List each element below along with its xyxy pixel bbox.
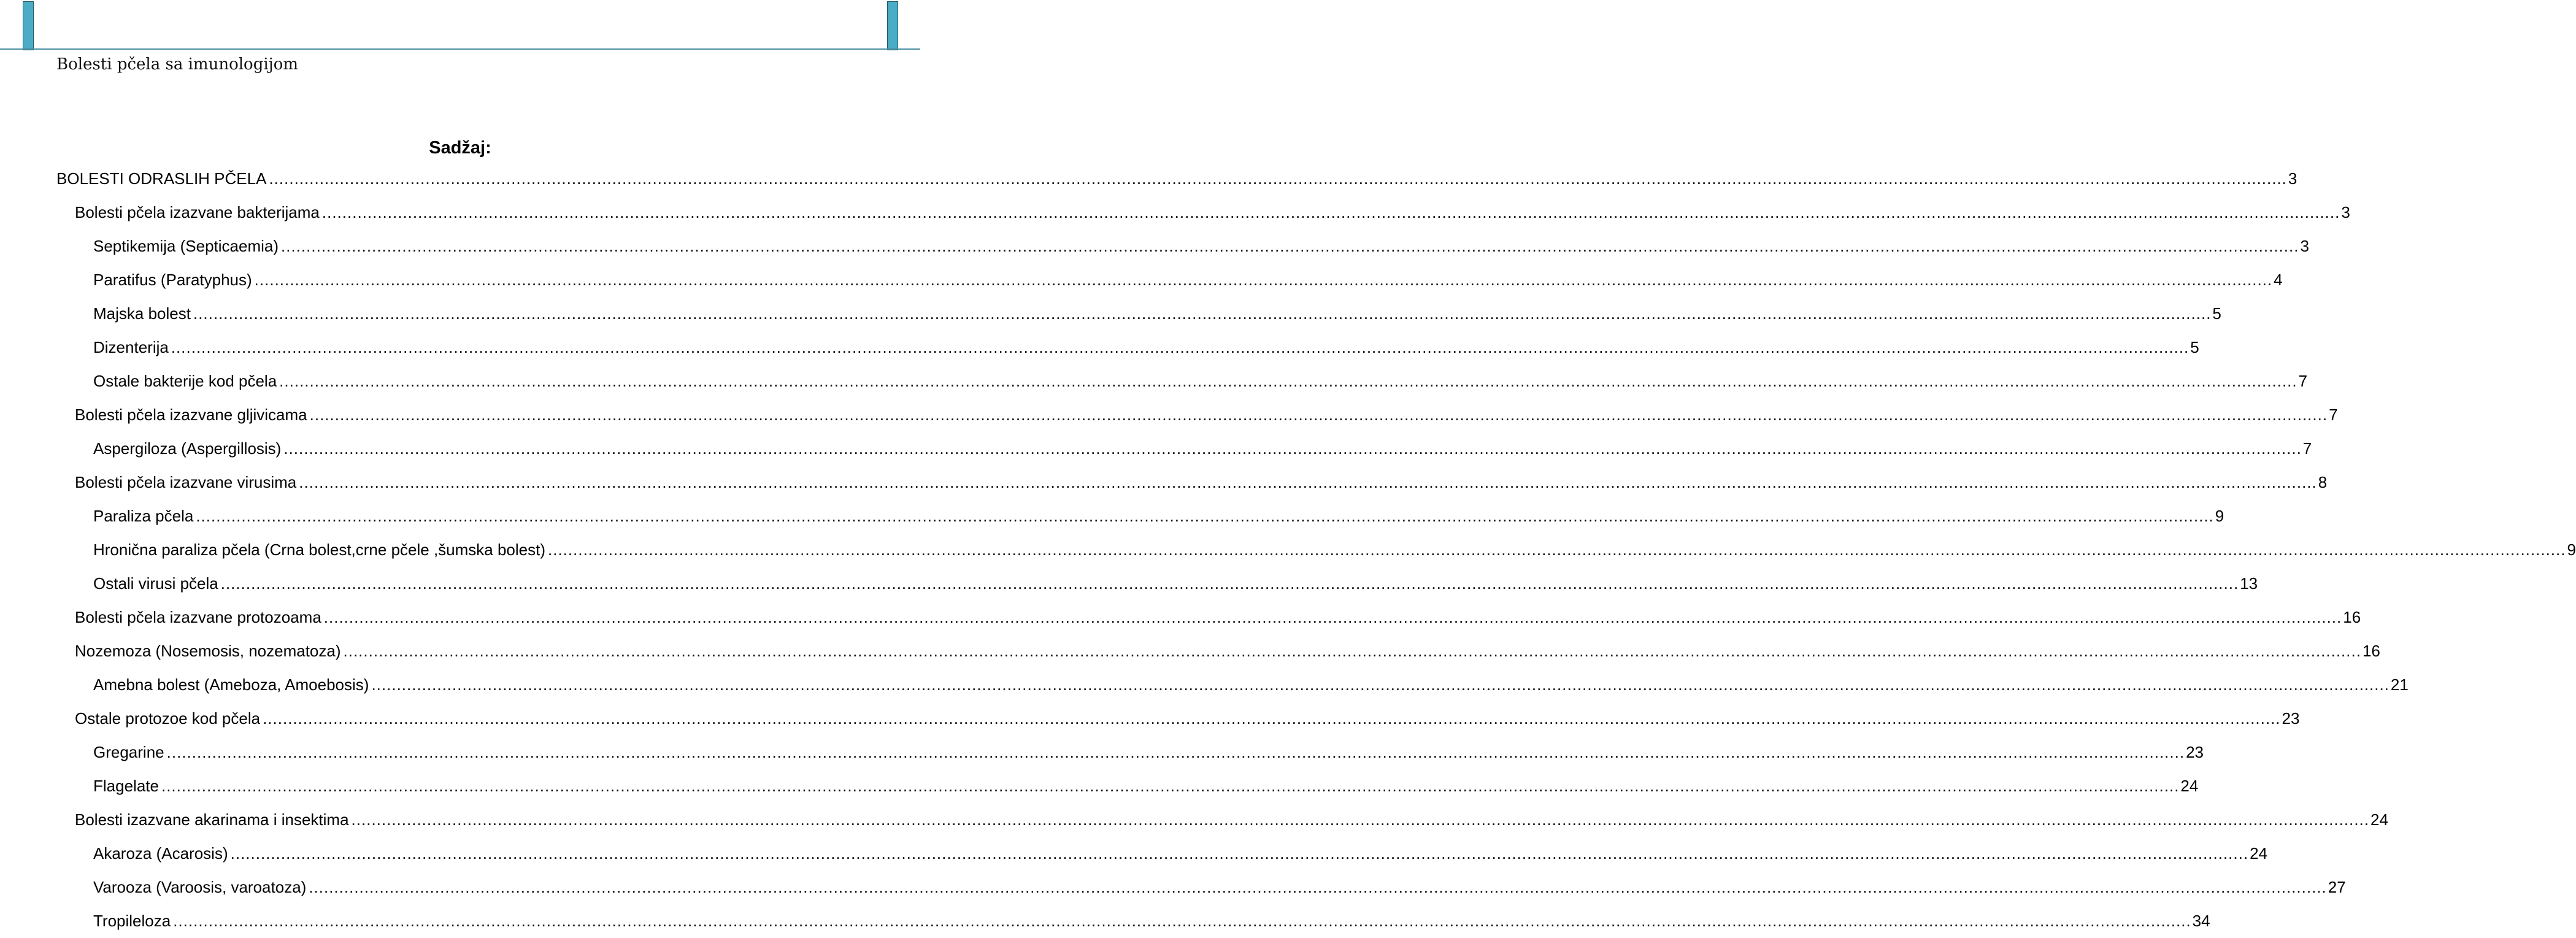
toc-dot-leader: ................................................................................................................................................................................................................................................................................................................................................................................................................ [299, 473, 2317, 491]
toc-dot-leader: ................................................................................................................................................................................................................................................................................................................................................................................................................ [309, 406, 2328, 424]
toc-entry-page: 16 [2362, 642, 2380, 660]
toc-entry[interactable] [0, 364, 2308, 398]
toc-entry-label: Septikemija (Septicaemia) [93, 229, 281, 263]
toc-entry-page: 7 [2329, 406, 2338, 424]
toc-entry-label: Ostale bakterije kod pčela [93, 364, 279, 398]
toc-dot-leader: ................................................................................................................................................................................................................................................................................................................................................................................................................ [371, 675, 2390, 694]
toc-entry-label: BOLESTI ODRASLIH PČELA [56, 162, 269, 196]
toc-dot-leader: ................................................................................................................................................................................................................................................................................................................................................................................................................ [161, 777, 2180, 795]
toc-entry-page: 21 [2390, 675, 2409, 694]
toc-entry[interactable] [0, 466, 2328, 499]
toc-entry[interactable] [0, 769, 2199, 803]
toc-entry-label: Amebna bolest (Ameboza, Amoebosis) [93, 668, 371, 702]
toc-entry[interactable] [0, 331, 2199, 364]
toc-entry-label: Nozemoza (Nosemosis, nozematoza) [75, 634, 344, 668]
toc-entry-page: 7 [2298, 372, 2308, 390]
toc-entry[interactable] [0, 499, 2224, 533]
toc-dot-leader: ................................................................................................................................................................................................................................................................................................................................................................................................................ [220, 574, 2239, 593]
toc-dot-leader: ................................................................................................................................................................................................................................................................................................................................................................................................................ [269, 169, 2287, 188]
toc-entry-label: Tropileloza [93, 904, 173, 938]
toc-entry-label: Majska bolest [93, 297, 193, 331]
header-rule [0, 48, 920, 50]
toc-entry-label: Bolesti pčela izazvane virusima [75, 466, 299, 499]
toc-entry[interactable] [0, 162, 2297, 196]
toc-entry[interactable] [0, 229, 2309, 263]
toc-entry[interactable] [0, 837, 2267, 871]
toc-dot-leader: ................................................................................................................................................................................................................................................................................................................................................................................................................ [166, 743, 2185, 761]
toc-entry[interactable] [0, 601, 2361, 634]
toc-dot-leader: ................................................................................................................................................................................................................................................................................................................................................................................................................ [230, 844, 2249, 863]
toc-entry[interactable] [0, 567, 2258, 601]
toc-entry-page: 24 [2180, 777, 2199, 795]
toc-entry-label: Hronična paraliza pčela (Crna bolest,crne pčele ,šumska bolest) [93, 533, 548, 567]
toc-dot-leader: ................................................................................................................................................................................................................................................................................................................................................................................................................ [281, 237, 2299, 255]
toc-entry-page: 9 [2567, 540, 2576, 559]
toc-entry[interactable] [0, 533, 2576, 567]
toc-entry-label: Akaroza (Acarosis) [93, 837, 231, 871]
toc-entry-page: 8 [2318, 473, 2328, 491]
toc-entry-page: 5 [2212, 304, 2221, 323]
toc-entry-label: Dizenterija [93, 331, 171, 364]
toc-entry-page: 24 [2370, 810, 2388, 829]
toc-dot-leader: ................................................................................................................................................................................................................................................................................................................................................................................................................ [323, 608, 2342, 626]
toc-entry-page: 23 [2282, 709, 2300, 728]
toc-entry-page: 13 [2240, 574, 2258, 593]
toc-dot-leader: ................................................................................................................................................................................................................................................................................................................................................................................................................ [309, 878, 2327, 896]
toc-entry-page: 24 [2250, 844, 2267, 863]
toc-entry[interactable] [0, 432, 2312, 466]
toc-entry[interactable] [0, 297, 2221, 331]
toc-dot-leader: ................................................................................................................................................................................................................................................................................................................................................................................................................ [548, 540, 2566, 559]
toc-entry-label: Ostali virusi pčela [93, 567, 221, 601]
toc-entry-label: Bolesti izazvane akarinama i insektima [75, 803, 352, 837]
toc-entry-page: 9 [2215, 507, 2224, 525]
toc-entry-label: Paratifus (Paratyphus) [93, 263, 255, 297]
toc-entry[interactable] [0, 668, 2409, 702]
toc-entry-label: Gregarine [93, 736, 167, 769]
toc-dot-leader: ................................................................................................................................................................................................................................................................................................................................................................................................................ [351, 810, 2369, 829]
toc-dot-leader: ................................................................................................................................................................................................................................................................................................................................................................................................................ [283, 439, 2302, 458]
toc-dot-leader: ................................................................................................................................................................................................................................................................................................................................................................................................................ [279, 372, 2297, 390]
toc-entry-label: Paraliza pčela [93, 499, 196, 533]
toc-entry[interactable] [0, 196, 2350, 229]
toc-entry-label: Ostale protozoe kod pčela [75, 702, 263, 736]
toc-entry-page: 27 [2328, 878, 2346, 896]
toc-dot-leader: ................................................................................................................................................................................................................................................................................................................................................................................................................ [254, 271, 2273, 289]
toc-dot-leader: ................................................................................................................................................................................................................................................................................................................................................................................................................ [171, 338, 2190, 356]
toc-entry-label: Bolesti pčela izazvane protozoama [75, 601, 324, 634]
document-header-title: Bolesti pčela sa imunologijom [56, 55, 299, 74]
toc-entry-label: Bolesti pčela izazvane bakterijama [75, 196, 322, 229]
toc-entry-page: 3 [2341, 203, 2350, 221]
toc-entry[interactable] [0, 263, 2283, 297]
toc-dot-leader: ................................................................................................................................................................................................................................................................................................................................................................................................................ [321, 203, 2340, 221]
toc-entry-page: 34 [2192, 912, 2210, 930]
toc-entry[interactable] [0, 398, 2338, 432]
toc-entry[interactable] [0, 904, 2210, 938]
toc-entry-label: Varooza (Varoosis, varoatoza) [93, 871, 309, 904]
toc-entry[interactable] [0, 702, 2300, 736]
toc-entry-label: Flagelate [93, 769, 161, 803]
toc-dot-leader: ................................................................................................................................................................................................................................................................................................................................................................................................................ [263, 709, 2281, 728]
header-decoration-right [887, 1, 898, 50]
toc-heading: Sadžaj: [429, 138, 491, 158]
toc-entry-label: Bolesti pčela izazvane gljivicama [75, 398, 310, 432]
toc-entry-page: 16 [2343, 608, 2361, 626]
toc-dot-leader: ................................................................................................................................................................................................................................................................................................................................................................................................................ [173, 912, 2191, 930]
header-decoration-left [23, 1, 34, 50]
toc-entry[interactable] [0, 803, 2388, 837]
toc-entry[interactable] [0, 634, 2380, 668]
toc-entry-page: 23 [2186, 743, 2204, 761]
toc-entry[interactable] [0, 871, 2346, 904]
toc-entry-page: 4 [2274, 271, 2283, 289]
toc-entry[interactable] [0, 736, 2204, 769]
toc-entry-label: Aspergiloza (Aspergillosis) [93, 432, 283, 466]
toc-entry-page: 3 [2288, 169, 2297, 188]
toc-entry-page: 5 [2190, 338, 2199, 356]
toc-entry-page: 3 [2300, 237, 2309, 255]
toc-dot-leader: ................................................................................................................................................................................................................................................................................................................................................................................................................ [196, 507, 2214, 525]
toc-entry-page: 7 [2302, 439, 2312, 458]
table-of-contents [0, 162, 2576, 938]
toc-dot-leader: ................................................................................................................................................................................................................................................................................................................................................................................................................ [193, 304, 2212, 323]
toc-dot-leader: ................................................................................................................................................................................................................................................................................................................................................................................................................ [343, 642, 2361, 660]
